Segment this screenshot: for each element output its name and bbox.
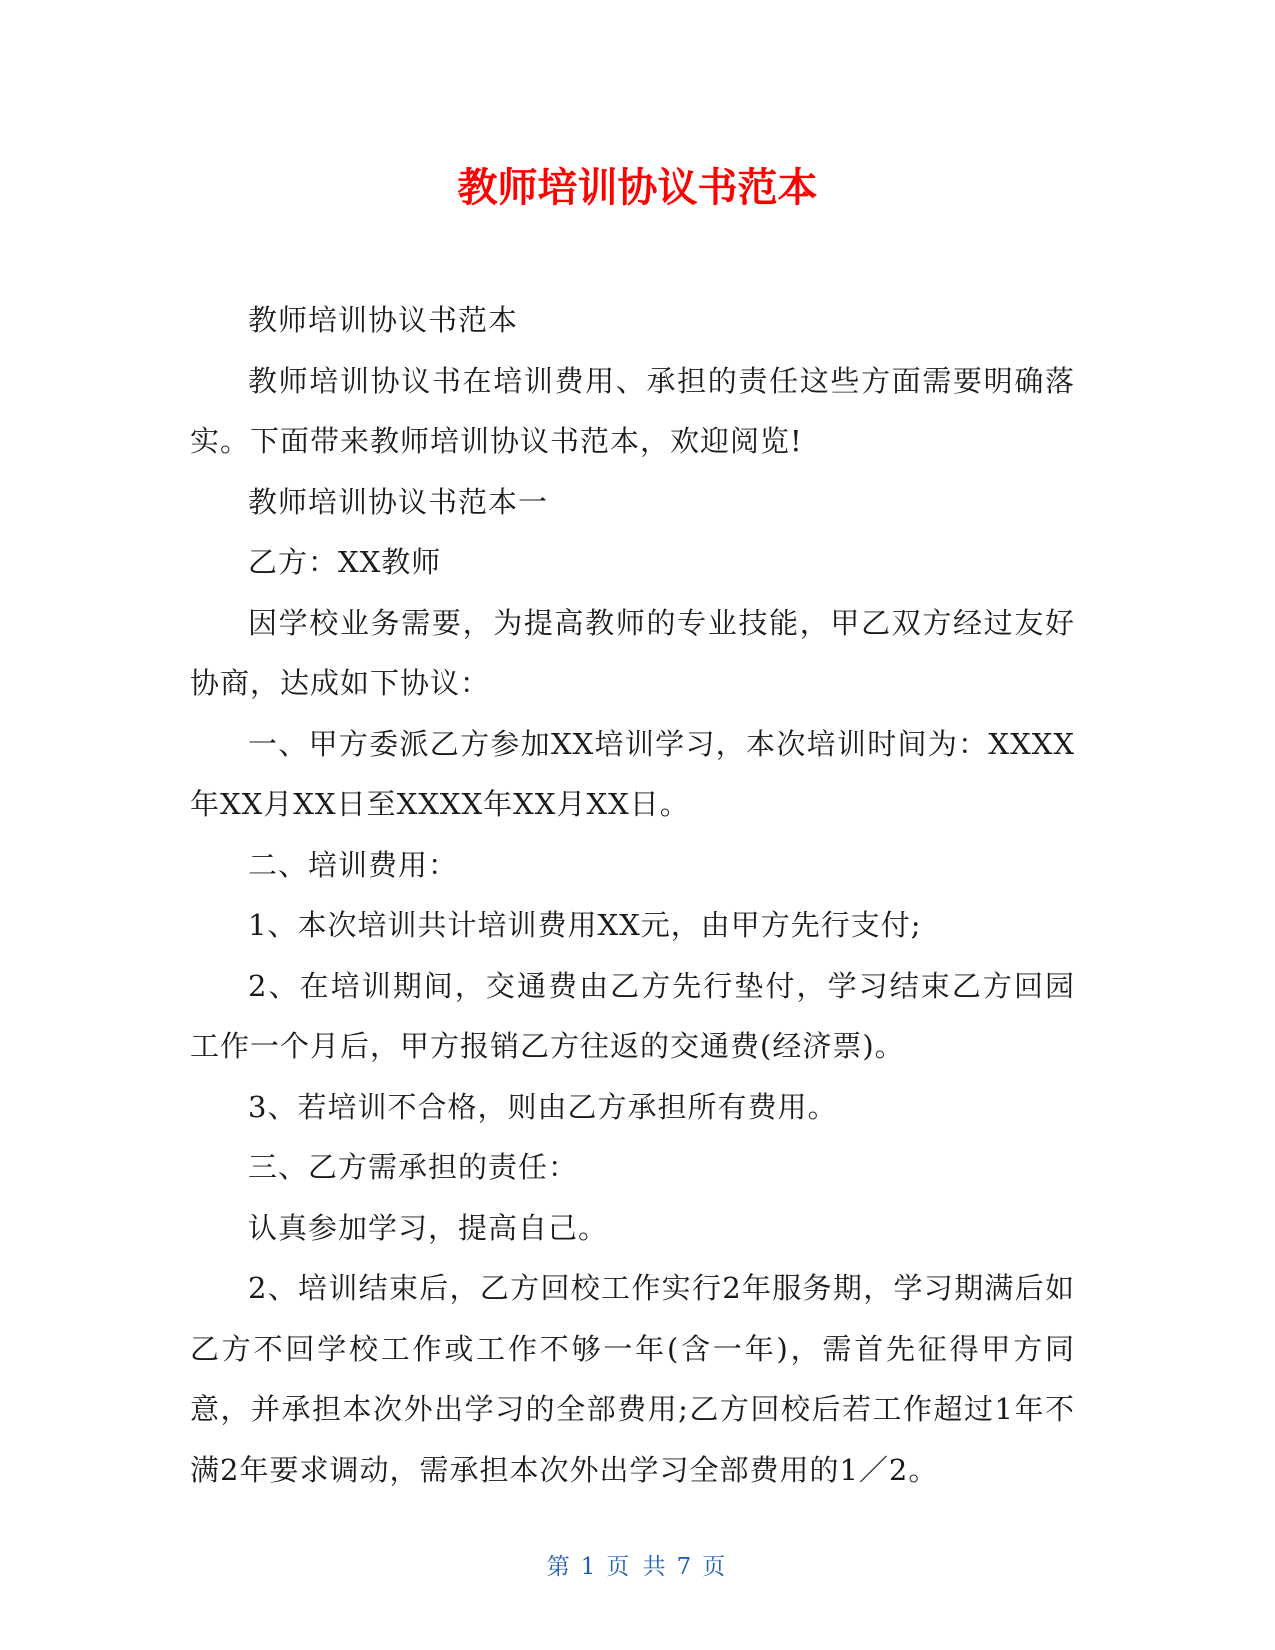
paragraph-purpose: 因学校业务需要，为提高教师的专业技能，甲乙双方经过友好协商，达成如下协议：	[190, 605, 1075, 700]
paragraph-clause-1: 一、甲方委派乙方参加XX培训学习，本次培训时间为：XXXX年XX月XX日至XXXX年XX月XX日。	[190, 726, 1075, 821]
current-page-number: 1	[580, 1554, 599, 1580]
document-title: 教师培训协议书范本	[457, 165, 818, 211]
page-label-suffix: 页	[702, 1554, 729, 1580]
total-pages-number: 7	[676, 1554, 695, 1580]
document-body	[190, 290, 1075, 1500]
paragraph-clause-3-heading: 三、乙方需承担的责任：	[248, 1150, 579, 1184]
paragraph-clause-2-heading: 二、培训费用：	[248, 847, 459, 882]
page-label-mid: 页 共	[606, 1554, 669, 1580]
paragraph-fee-2: 2、在培训期间，交通费由乙方先行垫付，学习结束乙方回园工作一个月后，甲方报销乙方往返的交通费(经济票)。	[190, 968, 1075, 1063]
page-label-prefix: 第	[546, 1554, 573, 1580]
paragraph-fee-3: 3、若培训不合格，则由乙方承担所有费用。	[248, 1089, 838, 1124]
paragraph-duty-2: 2、培训结束后，乙方回校工作实行2年服务期，学习期满后如乙方不回学校工作或工作不够一年(含一年)，需首先征得甲方同意，并承担本次外出学习的全部费用;乙方回校后若工作超过1年不满2年要求调动，需承担本次外出学习全部费用的1／2。	[190, 1271, 1075, 1487]
page-footer	[0, 1548, 1275, 1581]
paragraph-intro: 教师培训协议书在培训费用、承担的责任这些方面需要明确落实。下面带来教师培训协议书范本，欢迎阅览!	[190, 363, 1075, 458]
paragraph-sample-title: 教师培训协议书范本一	[248, 484, 549, 519]
paragraph-heading: 教师培训协议书范本	[248, 303, 519, 337]
paragraph-duty-1: 认真参加学习，提高自己。	[248, 1210, 609, 1245]
paragraph-fee-1: 1、本次培训共计培训费用XX元，由甲方先行支付;	[248, 908, 922, 942]
paragraph-party-b: 乙方：XX教师	[248, 545, 442, 579]
